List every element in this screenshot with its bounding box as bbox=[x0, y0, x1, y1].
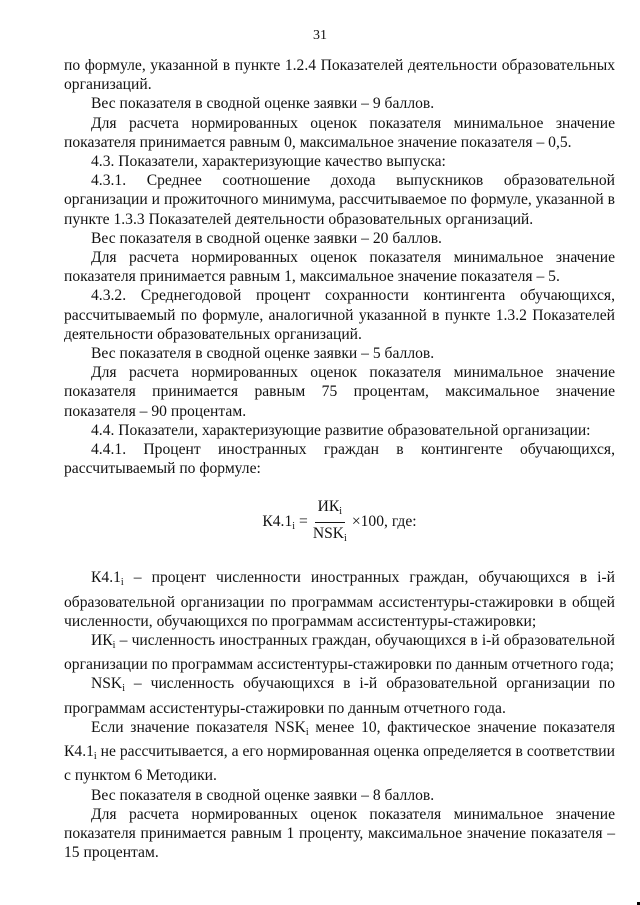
formula-numerator: $ИК_i$ bbox=[315, 497, 345, 523]
paragraph-weight-9: Вес показателя в сводной оценке заявки – 9 баллов. bbox=[91, 95, 435, 113]
page-number: 31 bbox=[313, 28, 327, 43]
formula bbox=[64, 498, 615, 546]
paragraph-4-4-1: 4.4.1. Процент иностранных граждан в контингенте обучающихся, рассчитываемый по формуле: bbox=[64, 441, 615, 478]
paragraph-4-3-2: 4.3.2. Среднегодовой процент сохранности контингента обучающихся, рассчитываемый по формуле, аналогичной указанной в пункте 1.3.2 Показателей деятельности образовательных организаций. bbox=[64, 287, 615, 343]
formula-denominator: $NSK_i$ bbox=[312, 524, 347, 544]
paragraph-continuation: по формуле, указанной в пункте 1.2.4 Показателей деятельности образовательных организаций. bbox=[64, 57, 615, 94]
section-heading-4-3: 4.3. Показатели, характеризующие качество выпуска: bbox=[91, 153, 446, 171]
paragraph-4-3-1: 4.3.1. Среднее соотношение дохода выпускников образовательной организации и прожиточного минимума, рассчитываемое по формуле, указанной в пункте 1.3.3 Показателей деятельности образовательных организаций. bbox=[64, 172, 615, 228]
formula-suffix: , где: bbox=[384, 513, 417, 531]
paragraph-normalization-2: Для расчета нормированных оценок показателя минимальное значение показателя принимается равным 1, максимальное значение показателя – 5. bbox=[64, 249, 615, 286]
formula-lhs: $К4.1_i$ bbox=[262, 512, 296, 532]
paragraph-weight-20: Вес показателя в сводной оценке заявки – 20 баллов. bbox=[91, 229, 442, 247]
formula-fraction bbox=[310, 497, 350, 548]
definition-ik: $ИК_i$ – численность иностранных граждан, обучающихся в i-й образовательной организации по программам ассистентуры-стажировки по данным отчетного года; bbox=[64, 632, 615, 674]
paragraph-weight-5: Вес показателя в сводной оценке заявки – 5 баллов. bbox=[91, 345, 435, 363]
definition-k41: $К4.1_i$ – процент численности иностранных граждан, обучающихся в i-й образовательной организации по программам ассистентуры-стажировки в общей численности, обучающихся по программам ассистентуры-стажировки; bbox=[64, 569, 615, 630]
formula-equals: = bbox=[299, 513, 308, 531]
paragraph-normalization-1: Для расчета нормированных оценок показателя минимальное значение показателя принимается равным 0, максимальное значение показателя – 0,5. bbox=[64, 114, 615, 151]
paragraph-normalization-3: Для расчета нормированных оценок показателя минимальное значение показателя принимается равным 75 процентам, максимальное значение показателя – 90 процентам. bbox=[64, 364, 615, 420]
definition-nsk: $NSK_i$ – численность обучающихся в i-й образовательной организации по программам ассистентуры-стажировки по данным отчетного года. bbox=[64, 675, 615, 717]
paragraph-normalization-4: Для расчета нормированных оценок показателя минимальное значение показателя принимается равным 1 проценту, максимальное значение показателя – 15 процентам. bbox=[64, 805, 615, 862]
formula-multiplier: ×100 bbox=[351, 513, 385, 531]
paragraph-condition: Если значение показателя $NSK_i$ менее 10, фактическое значение показателя $К4.1_i$ не рассчитывается, а его нормированная оценка определяется в соответствии с пунктом 6 Методики. bbox=[64, 718, 615, 785]
paragraph-weight-8: Вес показателя в сводной оценке заявки – 8 баллов. bbox=[91, 786, 435, 804]
document-body bbox=[64, 56, 615, 862]
section-heading-4-4: 4.4. Показатели, характеризующие развитие образовательной организации: bbox=[91, 421, 591, 439]
